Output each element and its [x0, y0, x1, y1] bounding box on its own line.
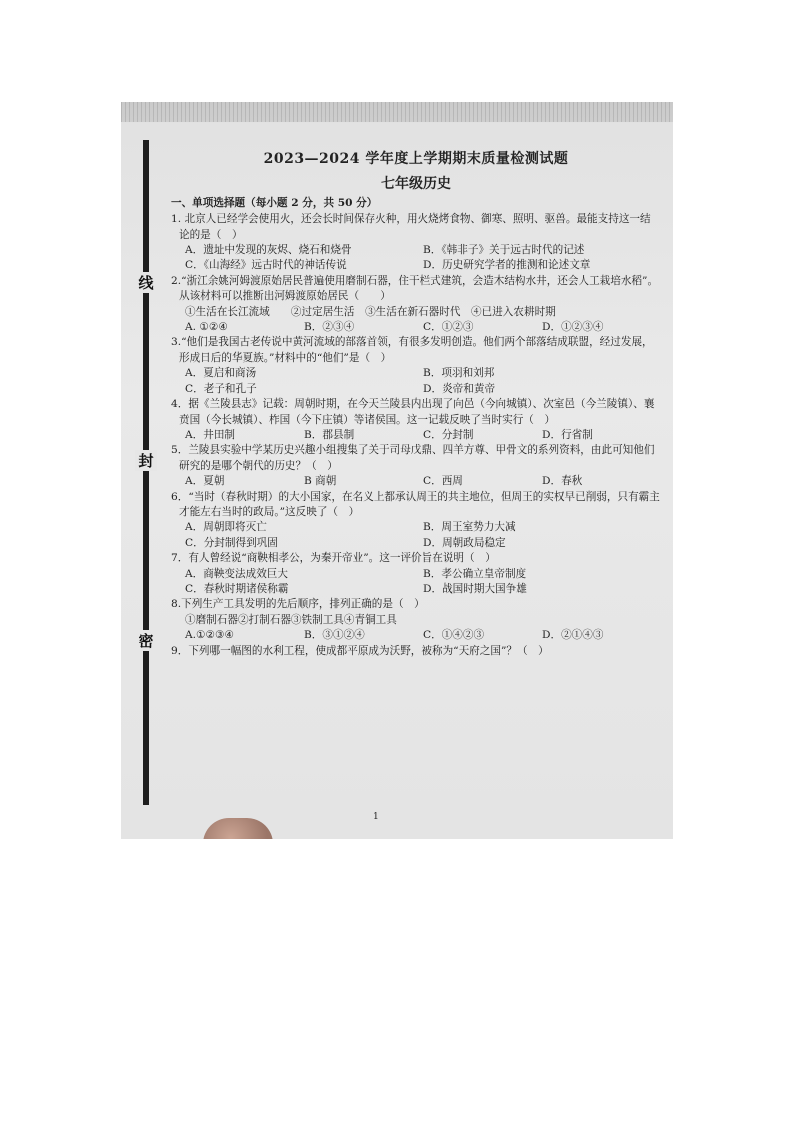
answer-option: A．遗址中发现的灰烬、烧石和烧骨	[185, 244, 352, 257]
question-7	[171, 551, 661, 597]
exam-subject: 七年级历史	[381, 176, 451, 193]
option-group	[171, 474, 661, 489]
binding-char-xian: 线	[135, 272, 157, 293]
answer-option: D．炎帝和黄帝	[423, 382, 496, 395]
answer-option: C．《山海经》远古时代的神话传说	[185, 259, 347, 272]
question-4	[171, 397, 661, 443]
answer-option: B．周王室势力大减	[423, 521, 516, 534]
answer-option: C．分封制得到巩固	[185, 536, 278, 549]
answer-option: D．历史研究学者的推测和论述文章	[423, 259, 591, 272]
exam-title: 2023—2024 学年度上学期期末质量检测试题	[263, 151, 569, 167]
binding-char-mi: 密	[135, 630, 157, 651]
answer-option: C．春秋时期诸侯称霸	[185, 582, 289, 595]
answer-option: A．夏朝	[185, 475, 225, 488]
question-6	[171, 490, 661, 552]
answer-option: D．②①④③	[542, 629, 604, 642]
question-items: ①生活在长江流域 ②过定居生活 ③生活在新石器时代 ④已进入农耕时期	[185, 305, 556, 318]
option-group	[171, 366, 661, 397]
section-heading: 一、单项选择题（每小题 2 分，共 50 分）	[171, 196, 378, 209]
question-stem: 3.“他们是我国古老传说中黄河流域的部落首领，有很多发明创造。他们两个部落结成联盟，经过发展，形成日后的华夏族。”材料中的“他们”是（ ）	[171, 336, 653, 364]
answer-option: B．项羽和刘邦	[423, 367, 495, 380]
answer-option: C．①④②③	[423, 629, 485, 642]
answer-option: B．③①②④	[304, 629, 365, 642]
question-stem: 7．有人曾经说“商鞅相孝公，为秦开帝业”。这一评价旨在说明（ ）	[171, 552, 496, 565]
option-group	[171, 243, 661, 274]
answer-option: C．①②③	[423, 321, 474, 334]
question-stem: 5．兰陵县实验中学某历史兴趣小组搜集了关于司母戊鼎、四羊方尊、甲骨文的系列资料，由此可知他们研究的是哪个朝代的历史？（ ）	[171, 444, 655, 472]
answer-option: C．分封制	[423, 428, 474, 441]
answer-option: A. ①②④	[185, 321, 228, 334]
option-group	[171, 520, 661, 551]
answer-option: D．春秋	[542, 475, 583, 488]
question-2	[171, 274, 661, 336]
answer-option: D．行省制	[542, 428, 593, 441]
binding-line	[143, 140, 149, 805]
ruler-strip	[121, 102, 673, 122]
question-9	[171, 644, 661, 659]
answer-option: B．《韩非子》关于远古时代的记述	[423, 244, 585, 257]
answer-option: D．周朝政局稳定	[423, 536, 506, 549]
question-5	[171, 443, 661, 489]
exam-page	[171, 152, 661, 659]
answer-option: B．郡县制	[304, 428, 355, 441]
answer-option: A．夏启和商汤	[185, 367, 257, 380]
question-8	[171, 597, 661, 643]
option-group	[171, 428, 661, 443]
question-stem: 2.“浙江余姚河姆渡原始居民普遍使用磨制石器，住干栏式建筑，会造木结构水井，还会人工栽培水稻”。从该材料可以推断出河姆渡原始居民（ ）	[171, 274, 659, 303]
answer-option: A．商鞅变法成效巨大	[185, 567, 288, 580]
answer-option: A.①②③④	[185, 629, 235, 642]
question-stem: 8.下列生产工具发明的先后顺序，排列正确的是（ ）	[171, 598, 425, 611]
page-number: 1	[373, 812, 379, 822]
answer-option: B．②③④	[304, 321, 355, 334]
option-group	[171, 628, 661, 643]
question-list	[171, 212, 661, 659]
scanned-exam-photo	[121, 102, 673, 839]
question-1	[171, 212, 661, 274]
question-stem: 4．据《兰陵县志》记载：周朝时期，在今天兰陵县内出现了向邑（今向城镇）、次室邑（今兰陵镇）、襄贲国（今长城镇）、柞国（今下庄镇）等诸侯国。这一记载反映了当时实行（ ）	[171, 398, 655, 426]
question-stem: 1. 北京人已经学会使用火，还会长时间保存火种，用火烧烤食物、御寒、照明、驱兽。最能支持这一结论的是（ ）	[171, 213, 651, 241]
answer-option: C．西周	[423, 475, 463, 488]
answer-option: B．孝公确立皇帝制度	[423, 567, 527, 580]
answer-option: A．井田制	[185, 428, 236, 441]
question-3	[171, 335, 661, 397]
binding-char-feng: 封	[135, 450, 157, 471]
answer-option: C．老子和孔子	[185, 382, 257, 395]
question-items: ①磨制石器②打制石器③铁制工具④青铜工具	[185, 613, 397, 626]
option-group	[171, 567, 661, 598]
answer-option: D．战国时期大国争雄	[423, 582, 527, 595]
question-stem: 9．下列哪一幅图的水利工程，使成都平原成为沃野，被称为“天府之国”？（ ）	[171, 644, 549, 657]
answer-option: D．①②③④	[542, 321, 604, 334]
option-group	[171, 320, 661, 335]
answer-option: B 商朝	[304, 475, 337, 488]
question-stem: 6．“当时（春秋时期）的大小国家，在名义上都承认周王的共主地位，但周王的实权早已削弱，只有霸主才能左右当时的政局。”这反映了（ ）	[171, 490, 660, 518]
answer-option: A．周朝即将灭亡	[185, 521, 267, 534]
finger-in-photo	[203, 818, 273, 839]
